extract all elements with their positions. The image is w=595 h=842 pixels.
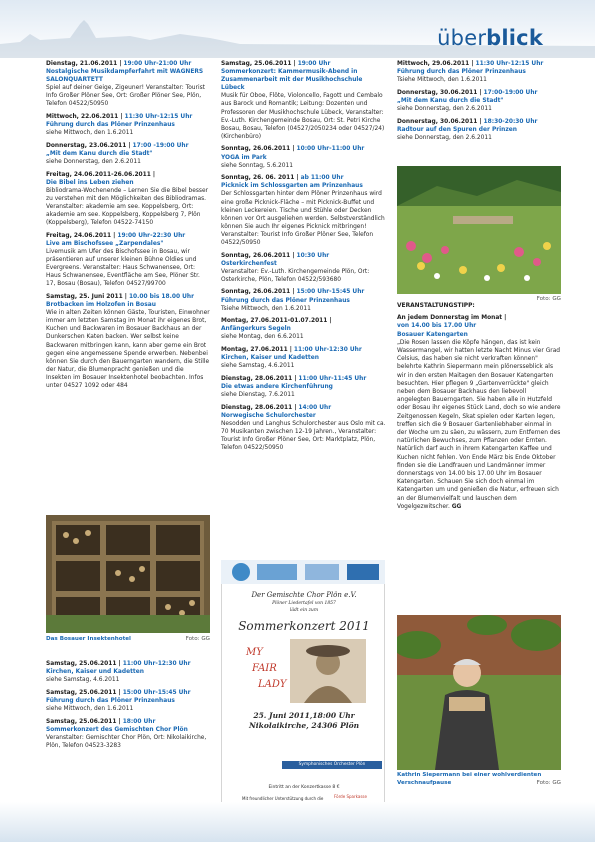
poster-support: Mit freundlicher Unterstützung durch die <box>242 796 324 801</box>
event-entry <box>46 689 210 713</box>
insect-hotel-caption: Das Bosauer Insektenhotel Foto: GG <box>46 636 210 642</box>
event-entry <box>46 232 210 289</box>
event-entry <box>221 252 387 284</box>
event-entry <box>221 346 387 370</box>
sponsor-logo-strip <box>221 560 385 584</box>
event-body: Spiel auf deiner Geige, Zigeuner! Veranstalter: Tourist Info Großer Plöner See, Ort: Großer Plöner See, Plön, Telefon 04522/50950 <box>46 85 205 108</box>
events-column-2 <box>221 60 387 457</box>
event-date: Mittwoch, 22.06.2011 | 11:30 Uhr-12:15 Uhr <box>46 114 193 121</box>
event-entry <box>46 660 210 684</box>
event-title: Führung durch das Plöner Prinzenhaus <box>397 69 526 76</box>
event-date: Freitag, 24.06.2011-26.06.2011 | <box>46 171 156 178</box>
event-title: „Mit dem Kanu durch die Stadt" <box>397 97 504 104</box>
event-entry <box>221 375 387 399</box>
event-body: siehe Mittwoch, den 1.6.2011 <box>46 705 134 712</box>
event-body: siehe Donnerstag, den 2.6.2011 <box>397 134 492 141</box>
insect-hotel-photo <box>46 515 210 633</box>
event-body: Bibliodrama-Wochenende – Lernen Sie die Bibel besser zu verstehen mit den Möglichkeiten des Bibliodramas. Veranstalter: akademie am see. Koppelsberg, Ort: akademie am see. Koppelsberg, Koppelsberg 7, Plön (Koppelsberg), Telefon 04522-74150 <box>46 187 209 227</box>
event-entry <box>221 288 387 312</box>
event-date: Sonntag, 26.06.2011 | 10:00 Uhr-11:00 Uhr <box>221 146 365 153</box>
poster-title: Sommerkonzert 2011 <box>238 619 370 633</box>
event-date: Donnerstag, 30.06.2011 | 17:00-19:00 Uhr <box>397 89 538 96</box>
events-column-1-lower <box>46 660 210 754</box>
event-title: Führung durch das Plöner Prinzenhaus <box>46 122 175 129</box>
poster-date: 25. Juni 2011,18:00 Uhr <box>253 711 355 720</box>
event-body: siehe Mittwoch, den 1.6.2011 <box>46 130 134 137</box>
event-body: Veranstalter: Ev.-Luth. Kirchengemeinde Plön, Ort: Osterkirche, Plön, Telefon 04522/593680 <box>221 268 370 283</box>
tip-headline: An jedem Donnerstag im Monat | <box>397 315 507 322</box>
event-entry <box>46 113 210 137</box>
event-title: Brotbacken im Holzofen in Bosau <box>46 302 156 309</box>
event-date: Donnerstag, 30.06.2011 | 18:30-20:30 Uhr <box>397 118 538 125</box>
event-entry <box>221 404 387 453</box>
event-date: Freitag, 24.06.2011 | 19:00 Uhr-22:30 Uhr <box>46 232 186 239</box>
event-title: Sommerkonzert des Gemischten Chor Plön <box>46 726 188 733</box>
event-body: siehe Samstag, 4.6.2011 <box>46 677 120 684</box>
event-title: Führung durch das Plöner Prinzenhaus <box>221 297 350 304</box>
event-date: Samstag, 25.06.2011 | 15:00 Uhr-15:45 Uhr <box>46 689 191 696</box>
event-body: siehe Donnerstag, den 2.6.2011 <box>397 105 492 112</box>
event-body: Der Schlossgarten hinter dem Plöner Prinzenhaus wird eine große Picknick-Fläche – mit Picknick-Buffet und kleinen Leckereien. Tische und Stühle oder Decken können vor Ort ausgeliehen werden. Selbstverständlich können Sie auch Ihr eigenes Picknick mitbringen! Veranstalter: Tourist Info Großer Plöner See, Telefon 04522/50950 <box>221 191 385 246</box>
event-title: Sommerkonzert: Kammermusik-Abend in Zusammenarbeit mit der Musikhochschule Lübeck <box>221 69 363 92</box>
event-title: Kirchen, Kaiser und Kadetten <box>46 669 144 676</box>
poster-bank: Förde Sparkasse <box>334 794 367 799</box>
poster-venue: Nikolaikirche, 24306 Plön <box>248 721 360 730</box>
event-body: siehe Sonntag, 5.6.2011 <box>221 162 294 169</box>
event-entry <box>221 60 387 141</box>
insect-hotel-illustration <box>46 515 210 633</box>
event-title: Die Bibel ins Leben ziehen <box>46 179 134 186</box>
event-title: Die etwas andere Kirchenführung <box>221 383 333 390</box>
gardener-photo <box>397 615 561 770</box>
event-date: Mittwoch, 29.06.2011 | 11:30 Uhr-12:15 Uhr <box>397 61 544 67</box>
event-body: Nesodden und Langhus Schulorchester aus Oslo mit ca. 70 Musikanten zwischen 12-19 Jahren., Veranstalter: Tourist Info Großer Plöner See, Ort: Marktplatz, Plön, Telefon 04522/50950 <box>221 420 386 452</box>
event-date: Montag, 27.06.2011 | 11:00 Uhr-12:30 Uhr <box>221 347 362 353</box>
event-entry <box>221 145 387 169</box>
event-title: Picknick im Schlossgarten am Prinzenhaus <box>221 183 363 190</box>
event-entry <box>46 142 210 166</box>
event-body: siehe Samstag, 4.6.2011 <box>221 363 295 370</box>
event-entry <box>221 317 387 341</box>
events-column-3 <box>397 60 561 146</box>
event-date: Montag, 27.06.2011-01.07.2011 | <box>221 318 332 325</box>
event-date: Samstag, 25.06.2011 | 11:00 Uhr-12:30 Uhr <box>46 661 191 667</box>
poster-musical: MY FAIR LADY <box>246 647 287 690</box>
magazine-brand: überblick <box>437 26 543 50</box>
event-entry <box>46 293 210 390</box>
tip-time: von 14.00 bis 17.00 Uhr <box>397 323 477 330</box>
poster-orchestra: Symphonisches Orchester Plön <box>282 761 382 769</box>
event-title: Nostalgische Musikdampferfahrt mit WAGNERS SALONQUARTETT <box>46 69 204 84</box>
event-title: Kirchen, Kaiser und Kadetten <box>221 355 319 362</box>
event-title: Osterkirchenfest <box>221 260 277 267</box>
event-entry <box>221 174 387 247</box>
event-date: Samstag, 25.06.2011 | 18:00 Uhr <box>46 718 156 725</box>
concert-poster <box>221 560 385 810</box>
event-body: siehe Donnerstag, den 2.6.2011 <box>46 159 141 166</box>
event-date: Dienstag, 28.06.2011 | 11:00 Uhr-11:45 Uhr <box>221 375 367 382</box>
event-body: Tsiehe Mittwoch, den 1.6.2011 <box>397 77 487 84</box>
event-title: Norwegische Schulorchester <box>221 412 316 419</box>
event-date: Donnerstag, 23.06.2011 | 17:00 -19:00 Uhr <box>46 142 189 149</box>
event-title: Live am Bischofssee „Zarpendales" <box>46 240 164 247</box>
katengarten-photo <box>397 166 561 294</box>
event-date: Sonntag, 26. 06. 2011 | ab 11:00 Uhr <box>221 175 344 182</box>
event-tip <box>397 302 561 511</box>
event-date: Sonntag, 26.06.2011 | 10:30 Uhr <box>221 252 330 259</box>
event-entry <box>397 60 561 84</box>
gardener-caption: Kathrin Siepermann bei einer wohlverdienten Verschnaufpause Foto: GG <box>397 772 561 786</box>
event-date: Sonntag, 26.06.2011 | 15:00 Uhr-15:45 Uhr <box>221 289 365 296</box>
events-column-1 <box>46 60 210 395</box>
event-body: Livemusik am Ufer des Bischofssee in Bosau, wir präsentieren auf unserer kleinen Bühne Oldies und Evergreens. Veranstalter: Haus Schwanensee, Ort: Haus Schwanensee, Eventfläche am See, Plöner Str. 17, Bosau (Bosau), Telefon 04527/99700 <box>46 248 200 288</box>
poster-choir: Der Gemischte Chor Plön e.V. <box>251 591 357 599</box>
poster-sub1: Plöner Liedertafel von 1857 <box>272 601 336 606</box>
poster-sub2: lädt ein zum <box>289 608 319 613</box>
event-entry <box>46 171 210 228</box>
event-entry <box>46 718 210 750</box>
event-title: Führung durch das Plöner Prinzenhaus <box>46 697 175 704</box>
poster-lady-illustration <box>290 639 366 703</box>
event-title: Radtour auf den Spuren der Prinzen <box>397 126 517 133</box>
event-body: siehe Montag, den 6.6.2011 <box>221 334 304 341</box>
event-body: Wie in alten Zeiten können Gäste, Touristen, Einwohner immer am letzten Samstag im Monat ihr eigenes Brot, Kuchen und Backwaren im Bosauer Backhaus an der Dunkerschen Katen backen. Wer selbst keine Backwaren mitbringen kann, kann aber gerne ein Brot gegen eine angemessene Spende erwerben. Nebenbei können Sie durch den Bauerngarten wandern, die Stille der Natur, die Blumenpracht genießen und die Insekten im Bosauer Insektenhotel beobachten. Infos unter 04527 1092 oder 484 <box>46 310 210 389</box>
event-date: Samstag, 25.06.2011 | 19:00 Uhr <box>221 61 331 67</box>
event-title: „Mit dem Kanu durch die Stadt" <box>46 150 153 157</box>
event-date: Dienstag, 21.06.2011 | 19:00 Uhr-21:00 Uhr <box>46 61 192 67</box>
tip-label: VERANSTALTUNGSTIPP: <box>397 303 475 309</box>
event-entry <box>397 89 561 113</box>
event-body: Musik für Oboe, Flöte, Violoncello, Fagott und Cembalo aus Barock und Romantik; Leitung: Dozenten und Professoren der Musikhochschule Lübeck, Veranstalter: Ev.-Luth. Kirchengemeinde Bosau, Ort: St. Petri Kirche Bosau, Bosau, Telefon (04527/2050234 oder 04527/24) (Kirchenbüro) <box>221 93 385 140</box>
event-title: Anfängerkurs Segeln <box>221 326 291 333</box>
event-body: Tsiehe Mittwoch, den 1.6.2011 <box>221 305 311 312</box>
event-date: Dienstag, 28.06.2011 | 14:00 Uhr <box>221 404 332 411</box>
poster-entry: Eintritt an der Konzertkasse 8 € <box>268 785 340 790</box>
event-date: Samstag, 25. Juni 2011 | 10.00 bis 18.00 Uhr <box>46 293 194 300</box>
event-body: Veranstalter: Gemischter Chor Plön, Ort: Nikolaikirche, Plön, Telefon 04523-3283 <box>46 734 207 749</box>
event-body: siehe Dienstag, 7.6.2011 <box>221 391 295 398</box>
event-entry <box>46 60 210 109</box>
event-entry <box>397 118 561 142</box>
event-title: YOGA im Park <box>221 154 267 161</box>
footer-band <box>0 802 595 842</box>
tip-body: „Die Rosen lassen die Köpfe hängen, das ist kein Wassermangel, wir hatten letzte Nacht Minus vier Grad Celsius, das haben sie nicht verkraften können" belehrte Kathrin Siepermann mein plönersseblick als wir in den ersten Maitagen den Bosauer Katengarten besuchten. Hier pflegen 9 „Gartenverrückte" gleich neben dem Bosauer Backhaus den liebevoll angelegten Bauerngarten. Sie haben alle in Hutzfeld oder Bosau ihr eigenes Stück Land, doch so wie andere Zeitgenossen Kegeln, Skat spielen oder Karten legen, treffen sich die 9 Bosauer Gartenliebhaber einmal in der Woche um zu säen, zu wässern, zum Entfernen des natürlichen Bewuchses, zum Pflanzen oder Ernten. Natürlich darf auch in ihrem Katengarten Kaffee und Kuchen nicht fehlen. Von Ende März bis Ende Oktober finden sie die Landfrauen und Landmänner immer donnerstags von 14.00 bis 17.00 Uhr im Bosauer Katengarten. Schauen Sie sich doch einmal im Katengarten um und genießen die Natur, erfreuen sich an der Blumenvielfalt und lauschen dem Vogelgezwitscher. GG <box>397 339 561 510</box>
tip-title: Bosauer Katengarten <box>397 331 468 338</box>
